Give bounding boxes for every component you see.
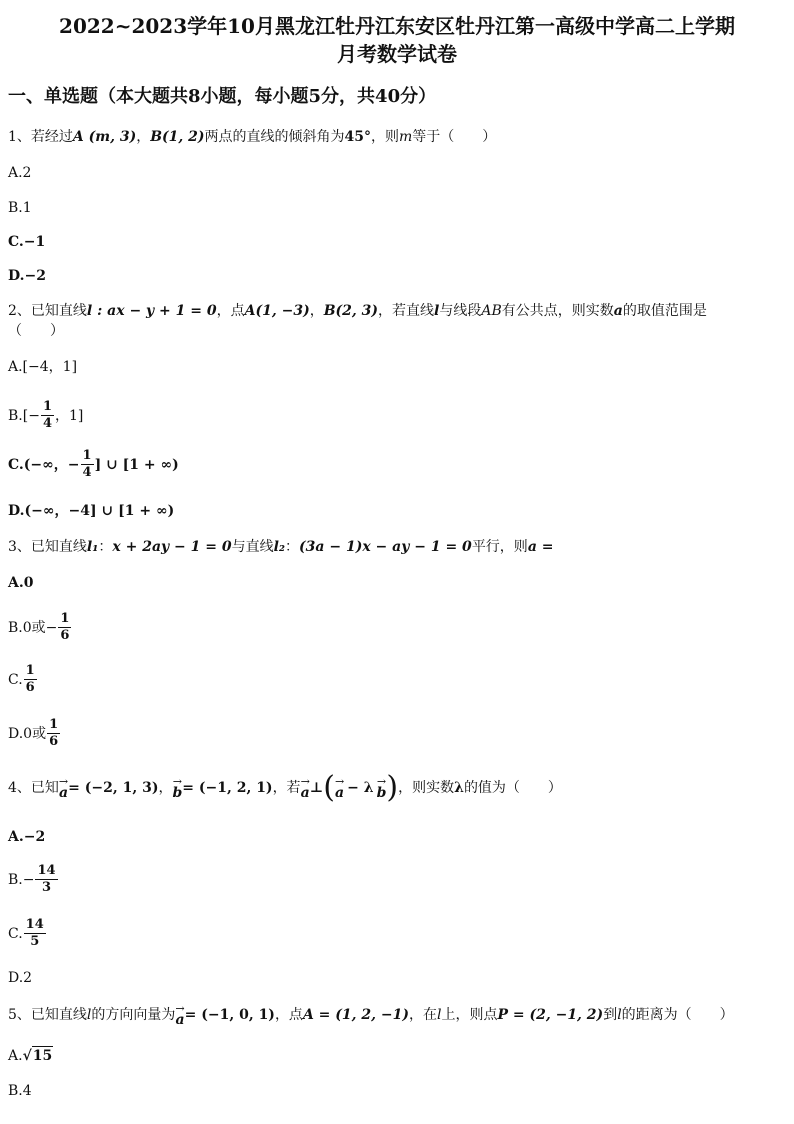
q4-text: 的值为（ ） <box>463 780 562 796</box>
q5-vector-a: → a <box>175 1001 185 1028</box>
question-2 <box>8 302 707 320</box>
q5-option-b: B.4 <box>8 1083 32 1099</box>
exam-title-line1: 2022~2023学年10月黑龙江牡丹江东安区牡丹江第一高级中学高二上学期 <box>59 14 735 38</box>
q3-option-c <box>8 664 38 695</box>
q1-option-b: B.1 <box>8 200 32 216</box>
q4-vec-b-value: = (−1, 2, 1) <box>182 780 273 796</box>
q4-optc-pre: C. <box>8 925 23 942</box>
q2-option-c <box>8 449 179 480</box>
q4-paren-left: ( <box>323 770 335 805</box>
q2-optb-post: ，1] <box>54 407 84 424</box>
q4-paren-right: ) <box>386 770 399 805</box>
q4-vector-a: → a <box>334 774 345 801</box>
q4-minus-lambda: − λ <box>347 780 374 796</box>
q4-optc-fraction: $\frac{14}{5}$ <box>25 917 44 949</box>
q1-sep: ， <box>136 129 151 145</box>
question-5 <box>8 1002 734 1028</box>
q4-vector-b: → b <box>376 774 387 801</box>
q2-text: ，若直线 <box>378 303 435 319</box>
q3-optc-fraction: $\frac{1}{6}$ <box>25 663 35 695</box>
q5-opta-sqrt: √ 15 <box>22 1048 53 1064</box>
q3-optd-pre: D.0或 <box>8 725 47 742</box>
q5-text: 到 <box>603 1007 618 1023</box>
q5-text: 5、已知直线 <box>8 1007 87 1023</box>
q5-text: 上，则点 <box>441 1007 498 1023</box>
q1-text: ，则 <box>371 129 400 145</box>
q4-vec-a-value: = (−2, 1, 3) <box>68 780 159 796</box>
q5-text: 的距离为（ ） <box>621 1007 734 1023</box>
section-heading: 一、单选题（本大题共8小题，每小题5分，共40分） <box>8 86 437 107</box>
q5-text: 的方向向量为 <box>91 1007 176 1023</box>
q3-optc-pre: C. <box>8 671 23 688</box>
q2-option-b <box>8 400 83 431</box>
q3-var-a: a = <box>527 539 554 555</box>
exam-title-line2: 月考数学试卷 <box>337 42 457 66</box>
q4-vector-b: → b <box>172 774 183 801</box>
q4-text: 4、已知 <box>8 780 59 796</box>
q2-line-eq: l : ax − y + 1 = 0 <box>86 303 217 319</box>
q1-point-b: B(1, 2) <box>150 129 205 145</box>
q2-text: 与线段 <box>439 303 482 319</box>
q2-text: 2、已知直线 <box>8 303 87 319</box>
q2-optc-post: ] ∪ [1 + ∞) <box>94 456 179 473</box>
q5-option-a <box>8 1046 53 1065</box>
q4-option-d: D.2 <box>8 970 33 986</box>
q4-vector-a: → a <box>300 774 310 801</box>
q3-line-l1: l₁ <box>86 539 99 555</box>
q4-optb-pre: B.− <box>8 871 35 888</box>
q4-optb-fraction: $\frac{14}{3}$ <box>37 863 56 895</box>
q2-text: ， <box>309 303 324 319</box>
q3-eq2: (3a − 1)x − ay − 1 = 0 <box>299 539 472 555</box>
q2-optb-fraction: $\frac{1}{4}$ <box>42 399 52 431</box>
q3-eq1: x + 2ay − 1 = 0 <box>112 539 232 555</box>
q1-angle: 45° <box>344 129 372 145</box>
q2-optc-pre: C.(−∞，− <box>8 456 80 473</box>
q3-text: 平行，则 <box>471 539 528 555</box>
q4-lambda: λ <box>454 780 464 796</box>
q2-optb-pre: B.[− <box>8 407 40 424</box>
question-4 <box>8 772 562 804</box>
q3-optb-pre: B.0或− <box>8 619 58 636</box>
q2-paren: （ ） <box>8 323 64 339</box>
question-3 <box>8 538 554 556</box>
q3-option-b <box>8 612 72 643</box>
q4-text: ，若 <box>272 780 301 796</box>
q2-text: 的取值范围是 <box>622 303 707 319</box>
q1-option-d: D.−2 <box>8 268 46 284</box>
q3-text: ： <box>98 539 113 555</box>
q1-var-m: m <box>399 129 413 145</box>
q4-perp-symbol: ⊥ <box>309 780 324 796</box>
q5-point-a: A = (1, 2, −1) <box>302 1007 409 1023</box>
q5-text: ，点 <box>274 1007 303 1023</box>
question-1 <box>8 128 496 146</box>
q4-option-a: A.−2 <box>8 829 46 845</box>
q5-text: ，在 <box>408 1007 437 1023</box>
q1-text: 等于（ ） <box>412 129 497 145</box>
q4-option-b <box>8 864 59 895</box>
q4-sep: ， <box>158 780 173 796</box>
q3-optd-fraction: $\frac{1}{6}$ <box>49 717 59 749</box>
q1-option-a: A.2 <box>8 165 32 181</box>
q3-text: 与直线 <box>231 539 274 555</box>
q3-optb-fraction: $\frac{1}{6}$ <box>60 611 70 643</box>
q5-point-p: P = (2, −1, 2) <box>497 1007 604 1023</box>
q2-option-a: A.[−4，1] <box>8 359 78 375</box>
q2-point-a: A(1, −3) <box>244 303 310 319</box>
q4-option-c <box>8 918 47 949</box>
q1-point-a: A (m, 3) <box>72 129 137 145</box>
q3-line-l2: l₂ <box>273 539 286 555</box>
q5-opta-pre: A. <box>8 1047 23 1064</box>
q5-vec-a-value: = (−1, 0, 1) <box>184 1007 275 1023</box>
q2-text: 有公共点，则实数 <box>501 303 614 319</box>
q2-var-l: l <box>434 303 440 319</box>
q2-option-d: D.(−∞，−4] ∪ [1 + ∞) <box>8 503 175 519</box>
q3-text: 3、已知直线 <box>8 539 87 555</box>
q5-var-l: l <box>86 1007 92 1023</box>
q1-text: 1、若经过 <box>8 129 73 145</box>
q3-option-d <box>8 718 61 749</box>
q2-text: ，点 <box>216 303 245 319</box>
q4-text: ，则实数 <box>398 780 455 796</box>
q3-text: ： <box>285 539 300 555</box>
q2-optc-fraction: $\frac{1}{4}$ <box>82 448 92 480</box>
q5-var-l: l <box>617 1007 622 1023</box>
q4-vector-a: → a <box>58 774 69 801</box>
q1-option-c: C.−1 <box>8 234 46 250</box>
q1-text: 两点的直线的倾斜角为 <box>204 129 345 145</box>
q5-var-l: l <box>436 1007 442 1023</box>
q2-point-b: B(2, 3) <box>323 303 379 319</box>
q2-var-a: a <box>613 303 623 319</box>
q3-option-a: A.0 <box>8 575 34 591</box>
q2-segment-ab: AB <box>481 303 502 319</box>
